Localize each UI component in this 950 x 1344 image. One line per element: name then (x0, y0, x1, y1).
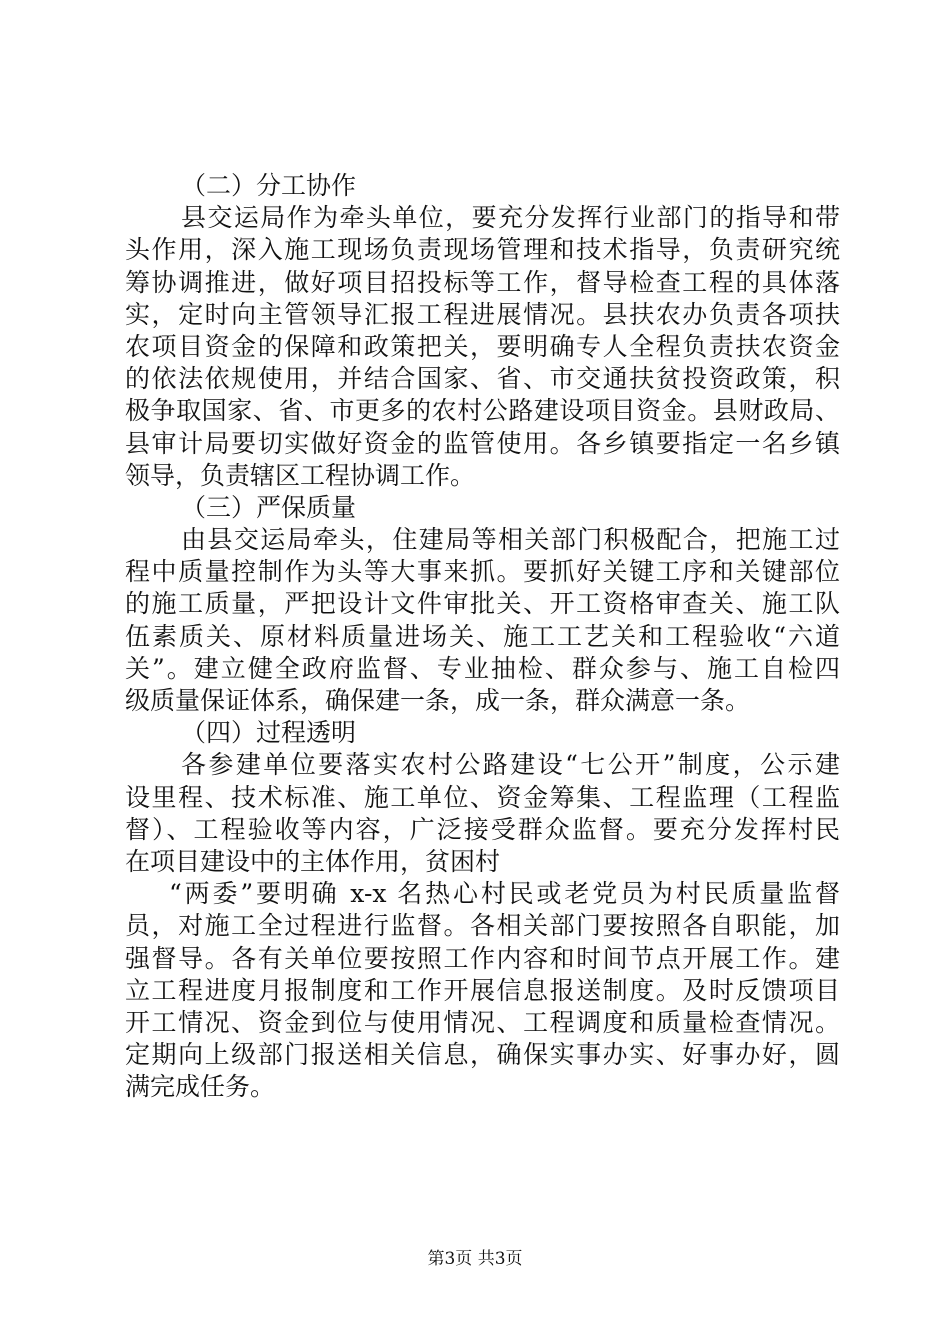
text-line: 伍素质关、原材料质量进场关、施工工艺关和工程验收“六道 (125, 621, 840, 651)
text-line: 县审计局要切实做好资金的监管使用。各乡镇要指定一名乡镇 (125, 428, 840, 458)
text-line: 县交运局作为牵头单位，要充分发挥行业部门的指导和带 (181, 203, 840, 233)
text-line: 实，定时向主管领导汇报工程进展情况。县扶农办负责各项扶 (125, 299, 840, 329)
text-line: 的依法依规使用，并结合国家、省、市交通扶贫投资政策，积 (125, 364, 840, 394)
document-body (125, 170, 840, 1103)
text-line: 定期向上级部门报送相关信息，确保实事办实、好事办好，圆 (125, 1040, 840, 1070)
text-line: 程中质量控制作为头等大事来抓。要抓好关键工序和关键部位 (125, 557, 840, 587)
text-line: 筹协调推进，做好项目招投标等工作，督导检查工程的具体落 (125, 267, 840, 297)
page-footer: 第3页 共3页 (427, 1249, 523, 1269)
text-line: 在项目建设中的主体作用，贫困村 (125, 846, 501, 876)
text-line: （二）分工协作 (181, 171, 357, 200)
text-line: 极争取国家、省、市更多的农村公路建设项目资金。县财政局、 (125, 396, 840, 426)
text-line: 督）、工程验收等内容，广泛接受群众监督。要充分发挥村民 (125, 814, 840, 844)
text-line: 关”。建立健全政府监督、专业抽检、群众参与、施工自检四 (125, 653, 840, 683)
text-line: 设里程、技术标准、施工单位、资金筹集、工程监理（工程监 (125, 782, 840, 812)
text-line: 由县交运局牵头，住建局等相关部门积极配合，把施工过 (181, 525, 840, 555)
text-line: 的施工质量，严把设计文件审批关、开工资格审查关、施工队 (125, 589, 840, 619)
text-line: 头作用，深入施工现场负责现场管理和技术指导，负责研究统 (125, 235, 840, 265)
text-line: （四）过程透明 (181, 718, 357, 748)
text-line: （三）严保质量 (181, 492, 357, 522)
text-line: 各参建单位要落实农村公路建设“七公开”制度，公示建 (181, 750, 840, 780)
text-line: 立工程进度月报制度和工作开展信息报送制度。及时反馈项目 (125, 975, 840, 1005)
text-line: 员，对施工全过程进行监督。各相关部门要按照各自职能，加 (125, 911, 840, 941)
text-line: 级质量保证体系，确保建一条，成一条，群众满意一条。 (125, 686, 751, 715)
text-line: 开工情况、资金到位与使用情况、工程调度和质量检查情况。 (125, 1007, 840, 1037)
text-line: 满完成任务。 (125, 1072, 276, 1102)
text-line: “两委”要明确 x-x 名热心村民或老党员为村民质量监督 (169, 879, 840, 909)
text-line: 领导，负责辖区工程协调工作。 (125, 460, 476, 490)
text-line: 强督导。各有关单位要按照工作内容和时间节点开展工作。建 (125, 943, 840, 973)
text-line: 农项目资金的保障和政策把关，要明确专人全程负责扶农资金 (125, 331, 840, 361)
